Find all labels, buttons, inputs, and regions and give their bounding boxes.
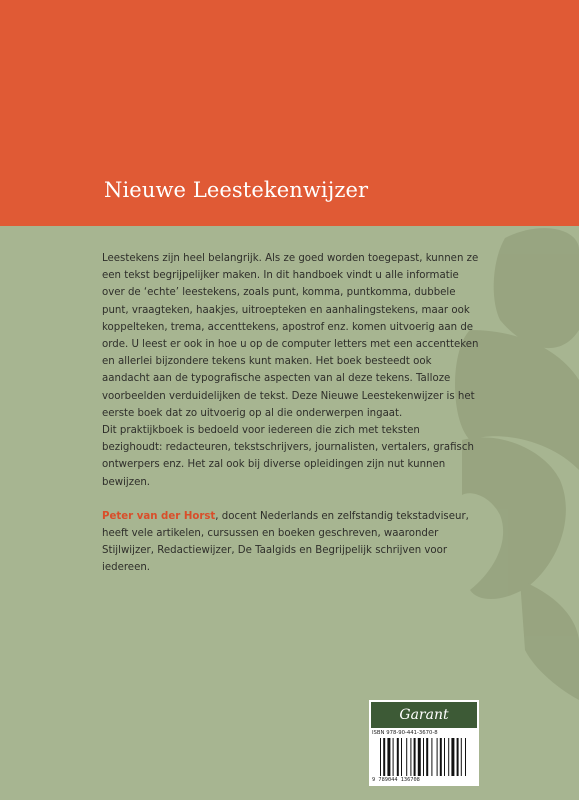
publisher-isbn-badge	[369, 700, 479, 786]
barcode-bar	[437, 738, 438, 776]
barcode	[379, 738, 475, 776]
publisher-logo	[371, 702, 477, 728]
barcode-bar	[444, 738, 445, 776]
barcode-bar	[423, 738, 424, 776]
publisher-logo-text: Garant	[399, 707, 449, 723]
barcode-bar	[461, 738, 462, 776]
author-name: Peter van der Horst	[102, 510, 216, 522]
barcode-bar	[465, 738, 466, 776]
barcode-bar	[383, 738, 385, 776]
barcode-bar	[410, 738, 411, 776]
barcode-bar	[448, 738, 449, 776]
isbn-text: ISBN 978-90-441-3670-8	[372, 730, 438, 736]
barcode-bar	[393, 738, 394, 776]
author-paragraph	[102, 508, 480, 577]
barcode-bar	[401, 738, 402, 776]
author-bio: , docent Nederlands en zelfstandig tekstadviseur, heeft vele artikelen, cursussen en boeken geschreven, waaronder Stijlwijzer, Redactiewijzer, De Taalgids en Begrijpelijk schrijven voor iedereen.	[102, 510, 469, 574]
barcode-bar	[426, 738, 428, 776]
description-paragraph-1: Leestekens zijn heel belangrijk. Als ze goed worden toegepast, kunnen ze een tekst begrijpelijker maken. In dit handboek vindt u alle informatie over de ‘echte’ leestekens, zoals punt, komma, puntkomma, dubbele punt, vraagteken, haakjes, uitroepteken en aanhalingstekens, maar ook koppelteken, trema, accenttekens, apostrof enz. komen uitvoerig aan de orde. U leest er ook in hoe u op de computer letters met een accentteken en allerlei bijzondere tekens kunt maken. Het boek besteedt ook aandacht aan de typografische aspecten van al deze tekens. Talloze voorbeelden verduidelijken de tekst. Deze Nieuwe Leestekenwijzer is het eerste boek dat zo uitvoerig op al die onderwerpen ingaat.	[102, 253, 479, 419]
barcode-bar	[397, 738, 399, 776]
barcode-number: 9 789044 136708	[372, 777, 420, 783]
barcode-bar	[406, 738, 407, 776]
description-paragraph-2: Dit praktijkboek is bedoeld voor iedereen die zich met teksten bezighoudt: redacteuren, tekstschrijvers, journalisten, vertalers, grafisch ontwerpers enz. Het zal ook bij diverse opleidingen zijn nut kunnen bewijzen.	[102, 425, 474, 488]
barcode-bar	[414, 738, 416, 776]
book-title: Nieuwe Leestekenwijzer	[104, 178, 369, 202]
barcode-bar	[457, 738, 459, 776]
barcode-bar	[431, 738, 432, 776]
barcode-bar	[418, 738, 421, 776]
description-text	[102, 250, 480, 577]
barcode-bar	[387, 738, 390, 776]
barcode-bar	[440, 738, 442, 776]
barcode-bar	[451, 738, 454, 776]
barcode-bar	[380, 738, 381, 776]
